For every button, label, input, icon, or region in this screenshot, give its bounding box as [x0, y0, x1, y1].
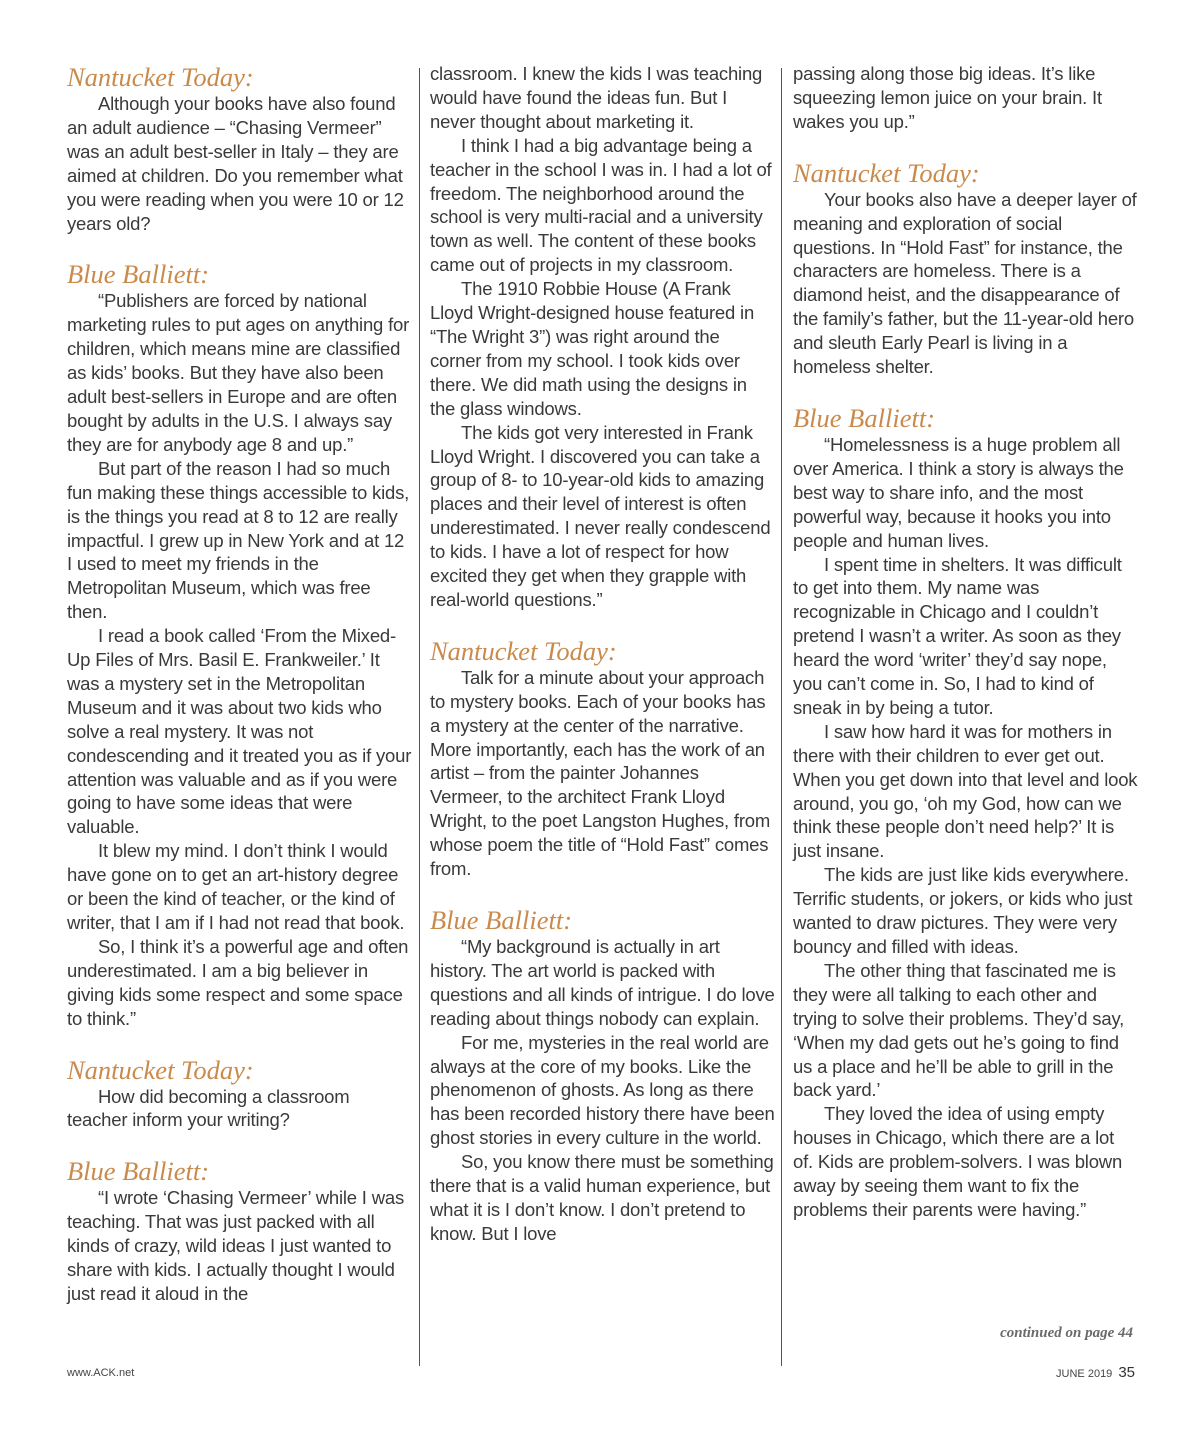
continued-note: continued on page 44 — [1000, 1325, 1133, 1341]
column-1 — [67, 62, 412, 1306]
speaker-heading: Nantucket Today: — [430, 635, 617, 666]
footer-website: www.ACK.net — [67, 1367, 135, 1379]
column-divider — [419, 68, 420, 1366]
paragraph: I spent time in shelters. It was difficult to get into them. My name was recognizable in Chicago and I couldn’t pretend I wasn’t a writer. As soon as they heard the word ‘writer’ they’d say nope, you can’t come in. So, I had to kind of sneak in by being a tutor. — [793, 553, 1122, 718]
paragraph: The 1910 Robbie House (A Frank Lloyd Wright-designed house featured in “The Wright 3”) was right around the corner from my school. I took kids over there. We did math using the designs in the glass windows. — [430, 278, 755, 419]
speaker-heading: Blue Balliett: — [793, 402, 936, 433]
paragraph: I read a book called ‘From the Mixed-Up Files of Mrs. Basil E. Frankweiler.’ It was a mystery set in the Metropolitan Museum and it was about two kids who solve a real mystery. It was not condescending and it treated you as if your attention was valuable and as if you were going to have some ideas that were valuable. — [67, 625, 412, 838]
speaker-heading: Blue Balliett: — [430, 905, 573, 935]
paragraph: They loved the idea of using empty houses in Chicago, which there are a lot of. Kids are problem-solvers. I was blown away by seeing them want to fix the problems their parents were having.” — [793, 1103, 1123, 1220]
footer-page-info — [1056, 1364, 1135, 1381]
column-3 — [793, 62, 1138, 1222]
speaker-heading: Nantucket Today: — [67, 62, 254, 92]
interview-block — [793, 403, 1138, 1222]
interview-block — [793, 62, 1138, 134]
speaker-heading: Nantucket Today: — [793, 157, 980, 188]
column-2 — [430, 62, 775, 1246]
interview-block — [67, 1055, 412, 1133]
paragraph: Your books also have a deeper layer of meaning and exploration of social questions. In “Hold Fast” for instance, the characters are homeless. There is a diamond heist, and the disappearance of the family’s father, but the 11-year-old hero and sleuth Early Pearl is living in a homeless shelter. — [793, 188, 1137, 378]
paragraph: How did becoming a classroom teacher inform your writing? — [67, 1085, 350, 1131]
interview-block — [430, 62, 775, 612]
paragraph: I think I had a big advantage being a teacher in the school I was in. I had a lot of freedom. The neighborhood around the school is very multi-racial and a university town as well. The content of these books came out of projects in my classroom. — [430, 134, 772, 276]
paragraph: But part of the reason I had so much fun making these things accessible to kids, is the things you read at 8 to 12 are really impactful. I grew up in New York and at 12 I used to meet my friends in the Metropolitan Museum, which was free then. — [67, 457, 410, 623]
speaker-heading: Blue Balliett: — [67, 259, 210, 290]
paragraph: “Publishers are forced by national marketing rules to put ages on anything for children, which means mine are classified as kids’ books. But they have also been adult best-sellers in Europe and are often bought by adults in the U.S. I always say they are for anybody age 8 and up.” — [67, 290, 410, 455]
speaker-heading: Nantucket Today: — [67, 1054, 254, 1085]
paragraph: I saw how hard it was for mothers in there with their children to ever get out. When you get down into that level and look around, you go, ‘oh my God, how can we think these people don’t need help?’ It is just insane. — [793, 720, 1138, 862]
interview-block — [67, 1156, 412, 1306]
page-number: 35 — [1118, 1364, 1135, 1381]
column-divider — [781, 68, 782, 1366]
interview-block — [793, 158, 1138, 379]
paragraph: The other thing that fascinated me is they were all talking to each other and trying to solve their problems. They’d say, ‘When my dad gets out he’s going to find us a place and he’ll be able to grill in the back yard.’ — [793, 959, 1125, 1101]
interview-block — [67, 62, 412, 235]
paragraph: It blew my mind. I don’t think I would have gone on to get an art-history degree or been the kind of teacher, or the kind of writer, that I am if I had not read that book. — [67, 840, 405, 933]
paragraph: passing along those big ideas. It’s like squeezing lemon juice on your brain. It wakes you up.” — [793, 63, 1102, 132]
paragraph: So, you know there must be something there that is a valid human experience, but what it is I don’t know. I don’t pretend to know. But I love — [430, 1151, 774, 1244]
interview-block — [430, 636, 775, 881]
paragraph: The kids got very interested in Frank Lloyd Wright. I discovered you can take a group of 8- to 10-year-old kids to amazing places and their level of interest is often underestimated. I never really condescend to kids. I have a lot of respect for how excited they get when they grapple with real-world questions.” — [430, 421, 771, 610]
interview-block — [67, 259, 412, 1030]
paragraph: For me, mysteries in the real world are always at the core of my books. Like the phenomenon of ghosts. As long as there has been recorded history there have been ghost stories in every culture in the world. — [430, 1031, 775, 1149]
paragraph: “My background is actually in art history. The art world is packed with questions and all kinds of intrigue. I do love reading about things nobody can explain. — [430, 936, 775, 1029]
interview-block — [430, 905, 775, 1246]
paragraph: Talk for a minute about your approach to mystery books. Each of your books has a mystery at the center of the narrative. More importantly, each has the work of an artist – from the painter Johannes Vermeer, to the architect Frank Lloyd Wright, to the poet Langston Hughes, from whose poem the title of “Hold Fast” comes from. — [430, 666, 771, 880]
paragraph: So, I think it’s a powerful age and often underestimated. I am a big believer in giving kids some respect and some space to think.” — [67, 935, 409, 1029]
speaker-heading: Blue Balliett: — [67, 1156, 210, 1187]
paragraph: “Homelessness is a huge problem all over America. I think a story is always the best way to share info, and the most powerful way, because it hooks you into people and human lives. — [793, 433, 1124, 551]
paragraph: “I wrote ‘Chasing Vermeer’ while I was teaching. That was just packed with all kinds of crazy, wild ideas I just wanted to share with kids. I actually thought I would just read it aloud in the — [67, 1187, 404, 1304]
paragraph: Although your books have also found an adult audience – “Chasing Vermeer” was an adult best-seller in Italy – they are aimed at children. Do you remember what you were reading when you were 10 or 12 years old? — [67, 93, 404, 234]
footer-issue: JUNE 2019 — [1056, 1368, 1113, 1380]
paragraph: The kids are just like kids everywhere. Terrific students, or jokers, or kids who just wanted to draw pictures. They were very bouncy and filled with ideas. — [793, 864, 1133, 957]
paragraph: classroom. I knew the kids I was teaching would have found the ideas fun. But I never thought about marketing it. — [430, 63, 763, 132]
